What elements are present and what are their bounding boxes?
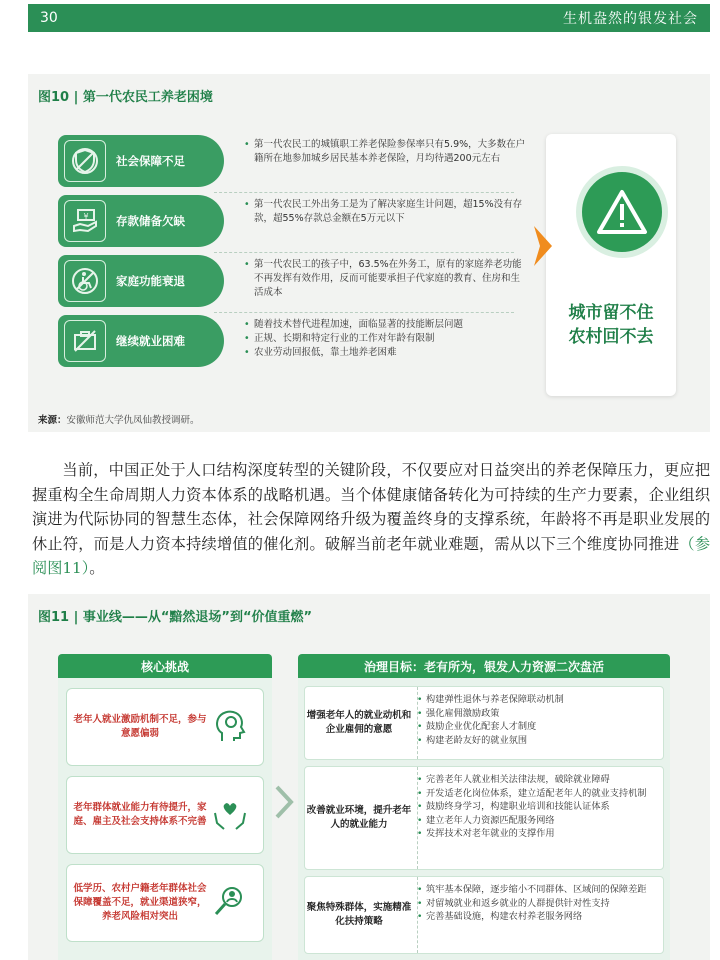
- challenge-card: [66, 864, 264, 942]
- description-point: • 正规、长期和特定行业的工作对年龄有限制: [244, 332, 526, 346]
- difficulty-row: [58, 312, 534, 370]
- no-wheelchair-icon: [64, 260, 106, 302]
- person-search-icon: [207, 880, 253, 926]
- challenge-card: [66, 688, 264, 766]
- figure-10-title: 图10 | 第一代农民工养老困境: [38, 90, 213, 105]
- measure-item: • 构建老龄友好的就业氛围: [417, 734, 657, 748]
- difficulty-row: [58, 192, 534, 250]
- chevron-right-icon: [532, 224, 554, 272]
- page-header-bar: [28, 4, 710, 32]
- figure-11-title: 图11 | 事业线——从“黯然退场”到“价值重燃”: [38, 610, 313, 625]
- difficulty-label: 家庭功能衰退: [116, 274, 185, 288]
- paragraph-text: 当前，中国正处于人口结构深度转型的关键阶段，不仅要应对日益突出的养老保障压力，更应把握重构全生命周期人力资本体系的战略机遇。当个体健康储备转化为可持续的生产力要素，企业组织演进为代际协同的智慧生态体，社会保障网络升级为覆盖终身的支撑系统，年龄将不再是职业发展的休止符，而是人力资本持续增值的催化剂。破解当前老年就业难题，需从以下三个维度协同推进: [32, 461, 710, 553]
- row-divider: [214, 312, 514, 313]
- body-paragraph: [32, 458, 710, 581]
- difficulty-row: [58, 132, 534, 190]
- measure-item: • 构建弹性退休与养老保障联动机制: [417, 693, 657, 707]
- difficulty-label: 存款储备欠缺: [116, 214, 185, 228]
- description-point: • 第一代农民工外出务工是为了解决家庭生计问题，超15%没有存款，超55%存款总金额在5万元以下: [244, 198, 526, 226]
- difficulty-caption: [58, 135, 224, 187]
- heart-hands-icon: [207, 792, 253, 838]
- source-label: 来源：: [38, 415, 67, 426]
- measure-item: • 对留城就业和返乡就业的人群提供针对性支持: [417, 897, 657, 911]
- figure-10: [28, 74, 710, 432]
- description-point: • 第一代农民工的孩子中，63.5%在外务工，原有的家庭养老功能不再发挥有效作用，反而可能要承担子代家庭的教育、住房和生活成本: [244, 258, 526, 300]
- measure-item: • 发挥技术对老年就业的支撑作用: [417, 827, 657, 841]
- description-point: • 随着技术替代进程加速，面临显著的技能断层问题: [244, 318, 526, 332]
- difficulty-description: [244, 198, 526, 226]
- goal-measures: [417, 883, 657, 924]
- goal-title: 改善就业环境，提升老年人的就业能力: [306, 805, 412, 830]
- difficulty-description: [244, 318, 526, 360]
- no-work-icon: [64, 320, 106, 362]
- challenge-text: 老年群体就业能力有待提升，家庭、雇主及社会支持体系不完善: [73, 802, 207, 827]
- goal-title: 增强老年人的就业动机和企业雇佣的意愿: [306, 710, 412, 735]
- goals-column: [298, 678, 670, 960]
- source-text: 安徽师范大学仇凤仙教授调研。: [66, 415, 200, 426]
- description-point: • 第一代农民工的城镇职工养老保险参保率只有5.9%，大多数在户籍所在地参加城乡居民基本养老保险，月均待遇200元左右: [244, 138, 526, 166]
- svg-text:¥: ¥: [83, 212, 89, 221]
- measure-item: • 完善老年人就业相关法律法规，破除就业障碍: [417, 773, 657, 787]
- chevron-right-icon: [274, 784, 294, 824]
- challenges-header: 核心挑战: [58, 654, 272, 678]
- difficulty-caption: [58, 315, 224, 367]
- difficulty-description: [244, 258, 526, 300]
- difficulty-description: [244, 138, 526, 166]
- row-divider: [214, 252, 514, 253]
- difficulty-caption: [58, 195, 224, 247]
- goal-row: [304, 686, 664, 760]
- paragraph-end: 。: [89, 559, 105, 578]
- warning-icon: [576, 166, 668, 258]
- challenge-card: [66, 776, 264, 854]
- page-number: 30: [40, 10, 58, 26]
- measure-item: • 完善基础设施，构建农村养老服务网络: [417, 910, 657, 924]
- goal-row: [304, 766, 664, 870]
- measure-item: • 鼓励终身学习，构建职业培训和技能认证体系: [417, 800, 657, 814]
- figure-source: [38, 412, 200, 426]
- measure-item: • 强化雇佣激励政策: [417, 707, 657, 721]
- difficulty-row: [58, 252, 534, 310]
- goal-measures: [417, 693, 657, 747]
- description-point: • 农业劳动回报低，靠土地养老困难: [244, 346, 526, 360]
- measure-item: • 建立老年人力资源匹配服务网络: [417, 814, 657, 828]
- figure-reference-link[interactable]: （参阅图11）: [32, 534, 711, 578]
- no-shield-icon: [64, 140, 106, 182]
- row-divider: [214, 192, 514, 193]
- goal-row: [304, 876, 664, 954]
- challenge-text: 老年人就业激励机制不足，参与意愿偏弱: [73, 714, 207, 739]
- measure-item: • 筑牢基本保障，逐步缩小不同群体、区域间的保障差距: [417, 883, 657, 897]
- measure-item: • 鼓励企业优化配套人才制度: [417, 720, 657, 734]
- difficulty-label: 继续就业困难: [116, 334, 185, 348]
- difficulty-caption: [58, 255, 224, 307]
- goal-measures: [417, 773, 657, 841]
- difficulty-label: 社会保障不足: [116, 154, 185, 168]
- money-hand-icon: [64, 200, 106, 242]
- figure-11: [28, 594, 710, 960]
- book-title: 生机盎然的银发社会: [563, 11, 698, 27]
- conclusion-line: 农村回不去: [568, 327, 654, 347]
- goals-header: 治理目标：老有所为，银发人力资源二次盘活: [298, 654, 670, 678]
- challenge-text: 低学历、农村户籍老年群体社会保障覆盖不足，就业渠道狭窄，养老风险相对突出: [73, 883, 207, 922]
- conclusion-line: 城市留不住: [568, 303, 654, 323]
- goal-title: 聚焦特殊群体，实施精准化扶持策略: [306, 902, 412, 927]
- challenges-column: [58, 678, 272, 960]
- measure-item: • 开发适老化岗位体系，建立适配老年人的就业支持机制: [417, 787, 657, 801]
- head-brain-icon: [207, 704, 253, 750]
